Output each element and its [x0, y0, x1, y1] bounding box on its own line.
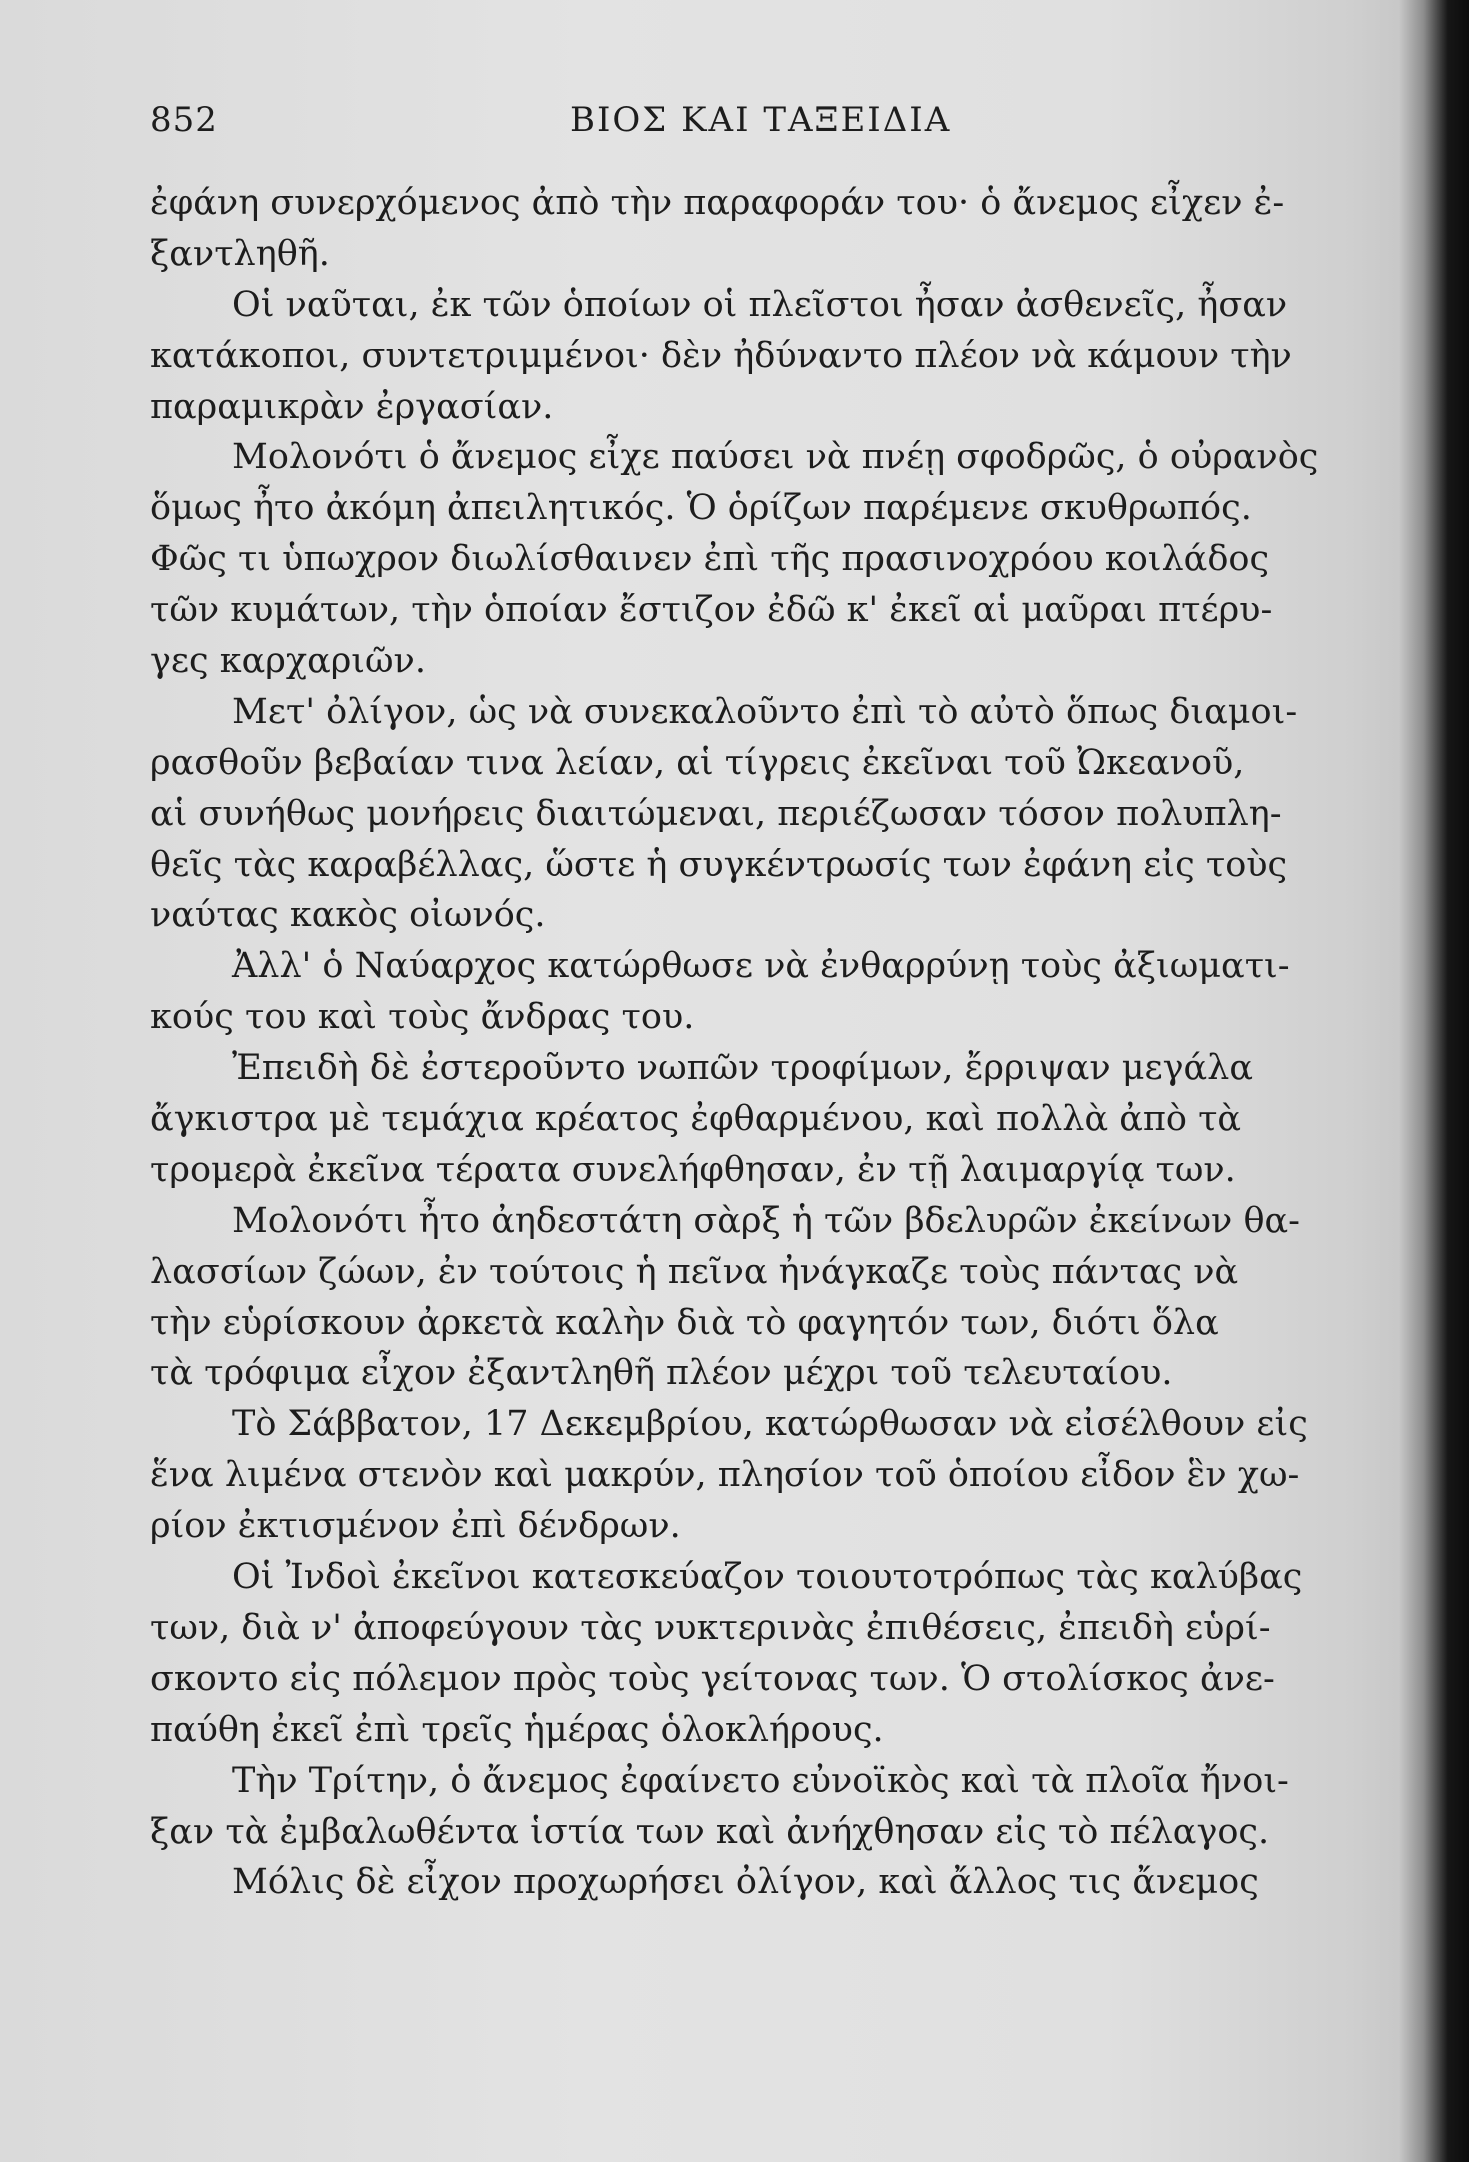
text-line: λασσίων ζώων, ἐν τούτοις ἡ πεῖνα ἠνάγκαζε τοὺς πάντας νὰ — [150, 1251, 1239, 1292]
paragraph-start-line: Τὸ Σάββατον, 17 Δεκεμβρίου, κατώρθωσαν νὰ εἰσέλθουν εἰς — [232, 1404, 1308, 1445]
text-line: ναύτας κακὸς οἰωνός. — [150, 895, 546, 936]
running-title: ΒΙΟΣ ΚΑΙ ΤΑΞΕΙΔΙΑ — [570, 100, 952, 140]
paragraph-start-line: Ἐπειδὴ δὲ ἐστεροῦντο νωπῶν τροφίμων, ἔρριψαν μεγάλα — [232, 1048, 1253, 1089]
paragraph-start-line: Μόλις δὲ εἶχον προχωρήσει ὀλίγον, καὶ ἄλλος τις ἄνεμος — [232, 1862, 1259, 1903]
paragraph-start-line: Οἱ Ἰνδοὶ ἐκεῖνοι κατεσκεύαζον τοιουτοτρόπως τὰς καλύβας — [232, 1557, 1303, 1598]
text-line: ξαντληθῆ. — [150, 233, 330, 274]
text-line: ρίον ἐκτισμένον ἐπὶ δένδρων. — [150, 1506, 681, 1547]
text-line: αἱ συνήθως μονήρεις διαιτώμεναι, περιέζωσαν τόσον πολυπλη- — [150, 793, 1282, 834]
text-line: κατάκοποι, συντετριμμένοι· δὲν ἠδύναντο πλέον νὰ κάμουν τὴν — [150, 335, 1292, 376]
paragraph-start-line: Τὴν Τρίτην, ὁ ἄνεμος ἐφαίνετο εὐνοϊκὸς καὶ τὰ πλοῖα ἤνοι- — [232, 1760, 1289, 1801]
paragraph-start-line: Ἀλλ' ὁ Ναύαρχος κατώρθωσε νὰ ἐνθαρρύνῃ τοὺς ἀξιωματι- — [232, 946, 1290, 987]
text-line: ρασθοῦν βεβαίαν τινα λείαν, αἱ τίγρεις ἐκεῖναι τοῦ Ὠκεανοῦ, — [150, 742, 1245, 783]
page-header — [150, 100, 1280, 160]
text-line: των, διὰ ν' ἀποφεύγουν τὰς νυκτερινὰς ἐπιθέσεις, ἐπειδὴ εὑρί- — [150, 1607, 1271, 1648]
text-line: τῶν κυμάτων, τὴν ὁποίαν ἔστιζον ἐδῶ κ' ἐκεῖ αἱ μαῦραι πτέρυ- — [150, 590, 1273, 631]
text-line: τρομερὰ ἐκεῖνα τέρατα συνελήφθησαν, ἐν τῇ λαιμαργίᾳ των. — [150, 1149, 1236, 1190]
text-line: ἐφάνη συνερχόμενος ἀπὸ τὴν παραφοράν του· ὁ ἄνεμος εἶχεν ἐ- — [150, 183, 1285, 223]
paragraph-start-line: Οἱ ναῦται, ἐκ τῶν ὁποίων οἱ πλεῖστοι ἦσαν ἀσθενεῖς, ἦσαν — [232, 284, 1288, 325]
text-line: τὴν εὑρίσκουν ἀρκετὰ καλὴν διὰ τὸ φαγητόν των, διότι ὅλα — [150, 1302, 1219, 1343]
text-line: Φῶς τι ὑπωχρον διωλίσθαινεν ἐπὶ τῆς πρασινοχρόου κοιλάδος — [150, 539, 1270, 580]
text-line: παύθη ἐκεῖ ἐπὶ τρεῖς ἡμέρας ὁλοκλήρους. — [150, 1709, 884, 1750]
text-line: ὅμως ἦτο ἀκόμη ἀπειλητικός. Ὁ ὁρίζων παρέμενε σκυθρωπός. — [150, 488, 1252, 529]
text-line: τὰ τρόφιμα εἶχον ἐξαντληθῆ πλέον μέχρι τοῦ τελευταίου. — [150, 1353, 1173, 1394]
text-line: σκοντο εἰς πόλεμον πρὸς τοὺς γείτονας των. Ὁ στολίσκος ἀνε- — [150, 1658, 1275, 1699]
paragraph-start-line: Μολονότι ἦτο ἀηδεστάτη σὰρξ ἡ τῶν βδελυρῶν ἐκείνων θα- — [232, 1200, 1300, 1241]
body-text — [150, 178, 1360, 1908]
text-line: θεῖς τὰς καραβέλλας, ὥστε ἡ συγκέντρωσίς των ἐφάνη εἰς τοὺς — [150, 844, 1288, 885]
text-line: ἄγκιστρα μὲ τεμάχια κρέατος ἐφθαρμένου, καὶ πολλὰ ἀπὸ τὰ — [150, 1099, 1242, 1140]
text-line: παραμικρὰν ἐργασίαν. — [150, 386, 554, 427]
text-line: ξαν τὰ ἐμβαλωθέντα ἱστία των καὶ ἀνήχθησαν εἰς τὸ πέλαγος. — [150, 1811, 1270, 1852]
text-line: ἕνα λιμένα στενὸν καὶ μακρύν, πλησίον τοῦ ὁποίου εἶδον ἓν χω- — [150, 1455, 1300, 1496]
paragraph-start-line: Μολονότι ὁ ἄνεμος εἶχε παύσει νὰ πνέῃ σφοδρῶς, ὁ οὐρανὸς — [232, 437, 1319, 478]
text-line: κούς του καὶ τοὺς ἄνδρας του. — [150, 997, 695, 1038]
book-spine-shadow — [1399, 0, 1469, 2162]
text-line: γες καρχαριῶν. — [150, 641, 426, 682]
page-number: 852 — [150, 100, 218, 140]
paragraph-start-line: Μετ' ὀλίγον, ὡς νὰ συνεκαλοῦντο ἐπὶ τὸ αὐτὸ ὅπως διαμοι- — [232, 691, 1298, 732]
